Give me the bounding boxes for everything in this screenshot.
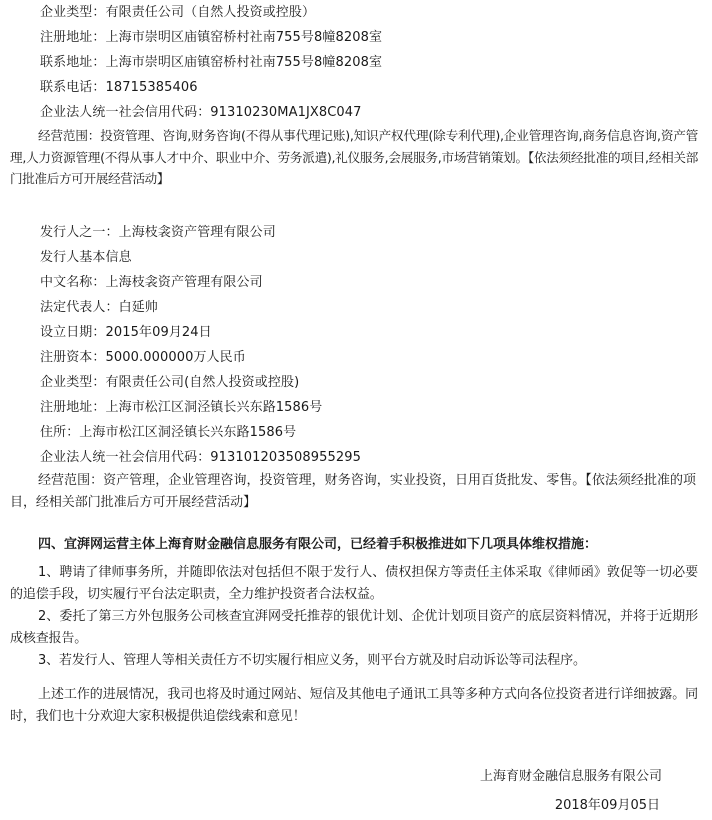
issuer-two-registered-capital: 注册资本：5000.000000万人民币 xyxy=(40,349,246,365)
section-four-item: 2、委托了第三方外包服务公司核查宜湃网受托推荐的银优计划、企优计划项目资产的底层资料情况，并将于近期形成核查报告。 xyxy=(10,608,698,646)
signature-block xyxy=(10,762,700,820)
issuer-one-registered-address: 注册地址：上海市崇明区庙镇窑桥村社南755号8幢8208室 xyxy=(40,30,383,45)
issuer-two-title: 发行人之一：上海枝衾资产管理有限公司 xyxy=(40,224,276,240)
issuer-two-residence: 住所：上海市松江区洞泾镇长兴东路1586号 xyxy=(40,424,297,440)
section-four-item: 1、聘请了律师事务所，并随即依法对包括但不限于发行人、债权担保方等责任主体采取《律师函》敦促等一切必要的追偿手段，切实履行平台法定职责，全力维护投资者合法权益。 xyxy=(10,564,698,602)
issuer-two-credit-code: 企业法人统一社会信用代码：913101203508955295 xyxy=(40,449,361,465)
closing-spacer xyxy=(10,672,700,684)
issuer-one-company-type: 企业类型：有限责任公司（自然人投资或控股） xyxy=(40,5,316,20)
issuer-two-chinese-name: 中文名称：上海枝衾资产管理有限公司 xyxy=(40,274,263,290)
signature-date: 2018年09月05日 xyxy=(554,797,660,813)
issuer-one-contact-phone: 联系电话：18715385406 xyxy=(40,80,198,95)
section-four-item: 3、若发行人、管理人等相关责任方不切实履行相应义务，则平台方就及时启动诉讼等司法程序。 xyxy=(38,652,586,668)
issuer-two-basic-info-label: 发行人基本信息 xyxy=(40,249,132,265)
issuer-one-contact-address: 联系地址：上海市崇明区庙镇窑桥村社南755号8幢8208室 xyxy=(40,55,383,70)
issuer-two-business-scope: 经营范围：资产管理，企业管理咨询，投资管理，财务咨询，实业投资，日用百货批发、零售。【依法须经批准的项目，经相关部门批准后方可开展经营活动】 xyxy=(10,472,696,510)
issuer-one-business-scope: 经营范围：投资管理、咨询,财务咨询(不得从事代理记账),知识产权代理(除专利代理),企业管理咨询,商务信息咨询,资产管理,人力资源管理(不得从事人才中介、职业中介、劳务派遣),礼仪服务,会展服务,市场营销策划。【依法须经批准的项目,经相关部门批准后方可开展经营活动】 xyxy=(10,128,698,186)
issuer-one-credit-code: 企业法人统一社会信用代码：91310230MA1JX8C047 xyxy=(40,105,362,120)
issuer-two-legal-representative: 法定代表人：白延帅 xyxy=(40,299,158,315)
issuer-two-establish-date: 设立日期：2015年09月24日 xyxy=(40,324,212,340)
issuer-two-registered-address: 注册地址：上海市松江区洞泾镇长兴东路1586号 xyxy=(40,399,323,415)
signature-company: 上海育财金融信息服务有限公司 xyxy=(479,768,662,784)
section-four-heading: 四、宜湃网运营主体上海育财金融信息服务有限公司，已经着手积极推进如下几项具体维权措施： xyxy=(38,536,598,552)
closing-paragraph: 上述工作的进展情况，我司也将及时通过网站、短信及其他电子通讯工具等多种方式向各位投资者进行详细披露。同时，我们也十分欢迎大家积极提供追偿线索和意见！ xyxy=(10,686,698,724)
section-spacer xyxy=(10,190,700,220)
section-spacer xyxy=(10,514,700,534)
issuer-two-company-type: 企业类型：有限责任公司(自然人投资或控股) xyxy=(40,374,300,390)
